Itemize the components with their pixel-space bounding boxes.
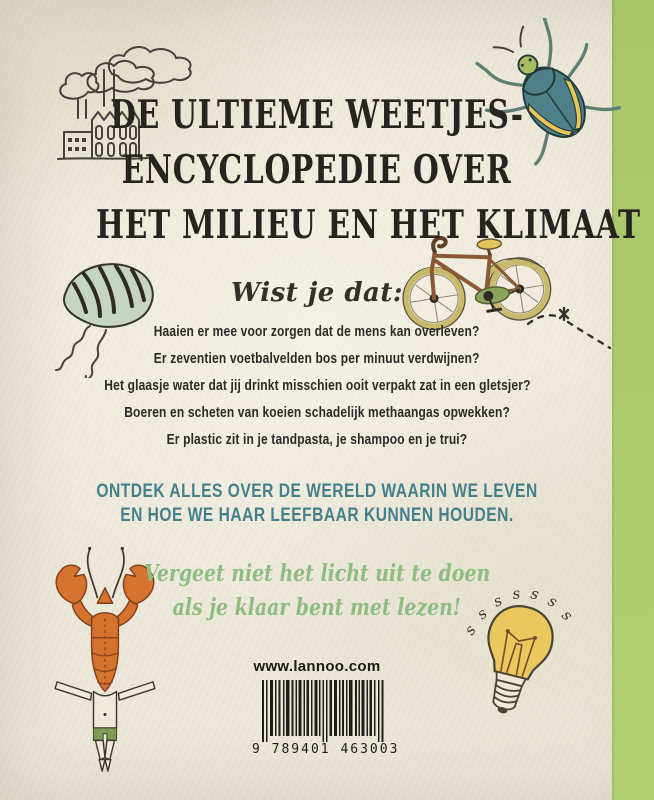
intro-heading: Wist je dat: bbox=[231, 278, 403, 308]
publisher-website: www.lannoo.com bbox=[253, 658, 381, 675]
fact-item: Er plastic zit in je tandpasta, je shampoo en je trui? bbox=[166, 431, 468, 448]
barcode bbox=[262, 680, 384, 742]
tagline bbox=[10, 480, 624, 528]
fact-item: Boeren en scheten van koeien schadelijk methaangas opwekken? bbox=[124, 404, 510, 421]
title-line-1: DE ULTIEME WEETJES- bbox=[110, 92, 524, 138]
tagline-line-1: ONTDEK ALLES OVER DE WERELD WAARIN WE LEVEN bbox=[96, 481, 538, 502]
barcode-number: 9 789401 463003 bbox=[252, 742, 400, 757]
fact-item: Haaien er mee voor zorgen dat de mens kan overleven? bbox=[154, 323, 480, 340]
reminder-note bbox=[10, 558, 624, 626]
reminder-line-2: als je klaar bent met lezen! bbox=[172, 594, 462, 621]
tagline-line-2: EN HOE WE HAAR LEEFBAAR KUNNEN HOUDEN. bbox=[120, 505, 514, 526]
reminder-line-1: Vergeet niet het licht uit te doen bbox=[143, 560, 491, 587]
svg-text:s: s bbox=[460, 621, 480, 639]
svg-text:s: s bbox=[545, 591, 561, 612]
title-line-3: HET MILIEU EN HET KLIMAAT bbox=[96, 202, 641, 248]
book-title bbox=[10, 92, 641, 257]
facts-list bbox=[10, 318, 624, 453]
svg-text:s: s bbox=[511, 584, 522, 603]
svg-text:s: s bbox=[490, 591, 505, 611]
fact-item: Er zeventien voetbalvelden bos per minuut verdwijnen? bbox=[154, 350, 480, 367]
svg-text:s: s bbox=[473, 604, 491, 624]
svg-text:s: s bbox=[529, 584, 541, 604]
title-line-2: ENCYCLOPEDIE OVER bbox=[122, 147, 512, 193]
fact-item: Het glaasje water dat jij drinkt misschien ooit verpakt zat in een gletsjer? bbox=[103, 377, 531, 394]
svg-text:s: s bbox=[558, 606, 577, 625]
